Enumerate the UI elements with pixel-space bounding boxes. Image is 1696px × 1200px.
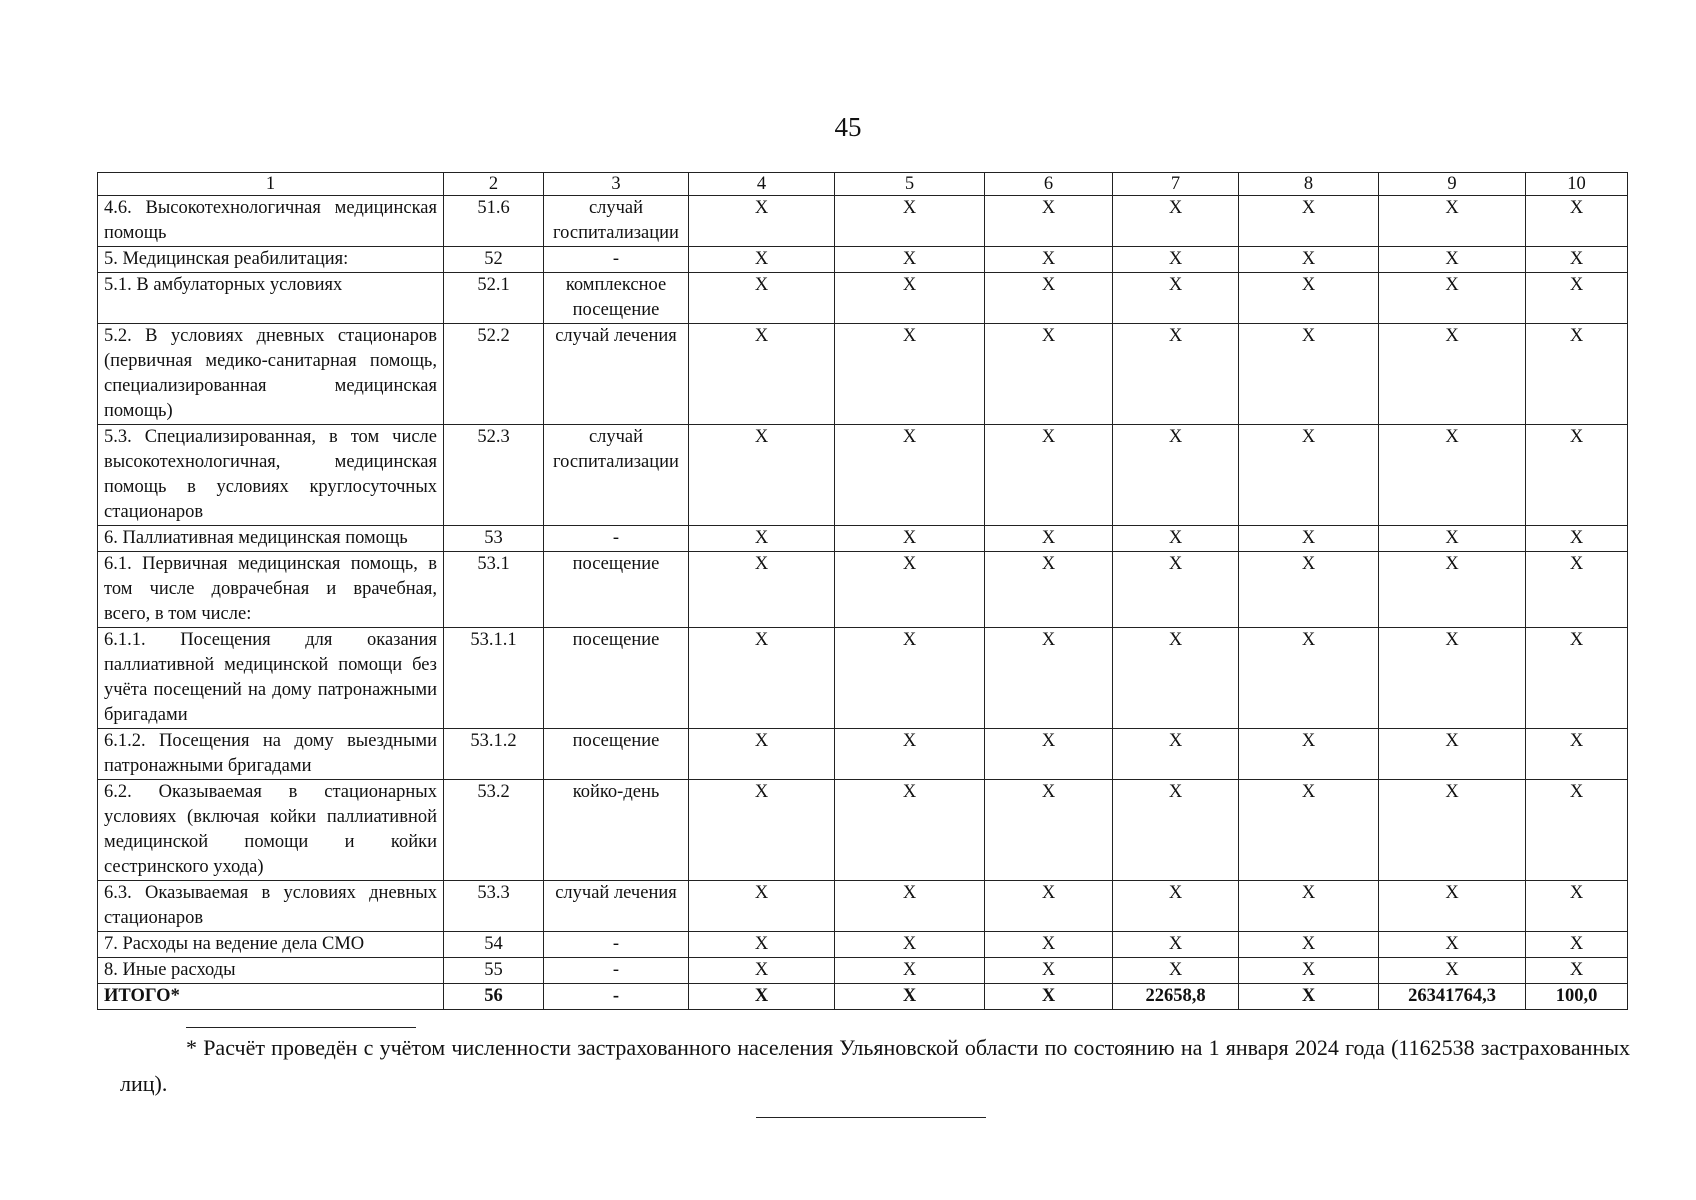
row-unit-cell: - (544, 932, 689, 958)
row-unit-cell: посещение (544, 552, 689, 628)
row-unit-cell: случай лечения (544, 324, 689, 425)
column-header: 3 (544, 173, 689, 196)
row-value-cell: X (689, 526, 835, 552)
row-value-cell: X (1526, 958, 1628, 984)
row-value-cell: X (1526, 324, 1628, 425)
row-value-cell: X (1113, 324, 1239, 425)
row-value-cell: X (1113, 273, 1239, 324)
row-value-cell: X (985, 552, 1113, 628)
row-value-cell: X (1526, 425, 1628, 526)
row-value-cell: X (1379, 425, 1526, 526)
table-row (98, 881, 1628, 932)
row-code-cell: 54 (444, 932, 544, 958)
row-value-cell: X (1379, 552, 1526, 628)
row-name-cell: 6.3. Оказываемая в условиях дневных стационаров (98, 881, 444, 932)
row-value-cell: X (689, 196, 835, 247)
column-header: 9 (1379, 173, 1526, 196)
row-value-cell: X (835, 881, 985, 932)
row-name-cell: 6.1.1. Посещения для оказания паллиативной медицинской помощи без учёта посещений на дому патронажными бригадами (98, 628, 444, 729)
row-name-cell: 4.6. Высокотехнологичная медицинская помощь (98, 196, 444, 247)
row-value-cell: X (985, 729, 1113, 780)
row-value-cell: X (1239, 780, 1379, 881)
row-value-cell: X (689, 324, 835, 425)
row-value-cell: X (1239, 552, 1379, 628)
row-value-cell: X (1379, 196, 1526, 247)
row-value-cell: X (1379, 932, 1526, 958)
row-value-cell: X (1239, 958, 1379, 984)
row-value-cell: X (1113, 780, 1239, 881)
row-value-cell: X (835, 932, 985, 958)
row-unit-cell: - (544, 247, 689, 273)
row-value-cell: X (1379, 526, 1526, 552)
column-header: 8 (1239, 173, 1379, 196)
row-code-cell: 55 (444, 958, 544, 984)
row-value-cell: X (689, 881, 835, 932)
row-value-cell: X (1526, 552, 1628, 628)
row-name-cell: 5.1. В амбулаторных условиях (98, 273, 444, 324)
row-value-cell: X (1379, 273, 1526, 324)
row-value-cell: X (1379, 628, 1526, 729)
row-value-cell: X (835, 196, 985, 247)
row-value-cell: X (985, 425, 1113, 526)
row-name-cell: 5. Медицинская реабилитация: (98, 247, 444, 273)
row-value-cell: X (689, 958, 835, 984)
row-name-cell: 5.2. В условиях дневных стационаров (первичная медико-санитарная помощь, специализированная медицинская помощь) (98, 324, 444, 425)
row-value-cell: X (1526, 932, 1628, 958)
row-unit-cell: - (544, 526, 689, 552)
row-value-cell: X (985, 780, 1113, 881)
column-header: 2 (444, 173, 544, 196)
table-row (98, 196, 1628, 247)
row-value-cell: X (689, 247, 835, 273)
row-name-cell: ИТОГО* (98, 984, 444, 1010)
row-value-cell: X (835, 552, 985, 628)
row-value-cell: 22658,8 (1113, 984, 1239, 1010)
row-code-cell: 51.6 (444, 196, 544, 247)
row-value-cell: X (1379, 729, 1526, 780)
table-row (98, 425, 1628, 526)
row-value-cell: X (1239, 984, 1379, 1010)
row-value-cell: 100,0 (1526, 984, 1628, 1010)
footnote: * Расчёт проведён с учётом численности застрахованного населения Ульяновской области по состоянию на 1 января 2024 года (1162538 застрахованных лиц). (120, 1035, 1630, 1096)
row-code-cell: 53.1.2 (444, 729, 544, 780)
row-value-cell: X (835, 526, 985, 552)
row-code-cell: 53.1 (444, 552, 544, 628)
row-name-cell: 7. Расходы на ведение дела СМО (98, 932, 444, 958)
row-value-cell: X (835, 984, 985, 1010)
row-value-cell: X (1239, 196, 1379, 247)
row-value-cell: X (1379, 958, 1526, 984)
row-code-cell: 53 (444, 526, 544, 552)
row-value-cell: X (1113, 247, 1239, 273)
row-value-cell: X (1113, 196, 1239, 247)
table-row (98, 552, 1628, 628)
row-value-cell: X (1526, 526, 1628, 552)
row-name-cell: 6.2. Оказываемая в стационарных условиях (включая койки паллиативной медицинской помощи и койки сестринского ухода) (98, 780, 444, 881)
row-value-cell: X (985, 526, 1113, 552)
table-row (98, 780, 1628, 881)
row-value-cell: X (835, 425, 985, 526)
table-row (98, 958, 1628, 984)
row-code-cell: 56 (444, 984, 544, 1010)
row-unit-cell: койко-день (544, 780, 689, 881)
row-value-cell: 26341764,3 (1379, 984, 1526, 1010)
row-value-cell: X (985, 273, 1113, 324)
row-value-cell: X (1379, 324, 1526, 425)
row-code-cell: 53.3 (444, 881, 544, 932)
data-table (97, 172, 1628, 1010)
row-unit-cell: - (544, 958, 689, 984)
row-value-cell: X (689, 552, 835, 628)
row-value-cell: X (835, 273, 985, 324)
row-value-cell: X (835, 324, 985, 425)
row-name-cell: 8. Иные расходы (98, 958, 444, 984)
row-value-cell: X (1526, 729, 1628, 780)
row-value-cell: X (985, 958, 1113, 984)
row-value-cell: X (985, 628, 1113, 729)
row-value-cell: X (1239, 273, 1379, 324)
table-row (98, 526, 1628, 552)
row-value-cell: X (985, 324, 1113, 425)
table-row (98, 932, 1628, 958)
table-row (98, 273, 1628, 324)
row-value-cell: X (1526, 273, 1628, 324)
row-value-cell: X (1239, 425, 1379, 526)
row-value-cell: X (1113, 552, 1239, 628)
column-header: 5 (835, 173, 985, 196)
row-value-cell: X (1239, 729, 1379, 780)
row-value-cell: X (985, 984, 1113, 1010)
column-header: 10 (1526, 173, 1628, 196)
row-unit-cell: посещение (544, 729, 689, 780)
row-value-cell: X (1239, 628, 1379, 729)
table-row (98, 247, 1628, 273)
row-value-cell: X (689, 273, 835, 324)
row-unit-cell: случай госпитализации (544, 425, 689, 526)
row-unit-cell: случай лечения (544, 881, 689, 932)
row-value-cell: X (835, 780, 985, 881)
row-value-cell: X (985, 247, 1113, 273)
column-header: 4 (689, 173, 835, 196)
row-value-cell: X (1113, 628, 1239, 729)
table-row (98, 324, 1628, 425)
row-value-cell: X (1113, 932, 1239, 958)
row-value-cell: X (689, 780, 835, 881)
column-header: 6 (985, 173, 1113, 196)
row-value-cell: X (1379, 247, 1526, 273)
row-value-cell: X (1239, 932, 1379, 958)
row-value-cell: X (985, 881, 1113, 932)
row-value-cell: X (1526, 780, 1628, 881)
row-unit-cell: комплексное посещение (544, 273, 689, 324)
end-separator (756, 1117, 986, 1118)
row-value-cell: X (689, 984, 835, 1010)
row-value-cell: X (835, 247, 985, 273)
row-code-cell: 52.2 (444, 324, 544, 425)
row-value-cell: X (1526, 196, 1628, 247)
footnote-separator (186, 1027, 416, 1028)
row-name-cell: 6.1. Первичная медицинская помощь, в том числе доврачебная и врачебная, всего, в том числе: (98, 552, 444, 628)
row-value-cell: X (1239, 324, 1379, 425)
row-value-cell: X (1113, 958, 1239, 984)
row-code-cell: 53.2 (444, 780, 544, 881)
row-code-cell: 52.1 (444, 273, 544, 324)
row-name-cell: 6. Паллиативная медицинская помощь (98, 526, 444, 552)
row-value-cell: X (1113, 425, 1239, 526)
row-value-cell: X (1113, 526, 1239, 552)
row-value-cell: X (985, 196, 1113, 247)
row-value-cell: X (1379, 780, 1526, 881)
row-code-cell: 52.3 (444, 425, 544, 526)
row-value-cell: X (1526, 881, 1628, 932)
row-unit-cell: случай госпитализации (544, 196, 689, 247)
row-value-cell: X (689, 628, 835, 729)
row-value-cell: X (689, 932, 835, 958)
row-value-cell: X (689, 729, 835, 780)
row-value-cell: X (689, 425, 835, 526)
header-row (98, 173, 1628, 196)
row-code-cell: 53.1.1 (444, 628, 544, 729)
row-unit-cell: посещение (544, 628, 689, 729)
row-unit-cell: - (544, 984, 689, 1010)
row-value-cell: X (1379, 881, 1526, 932)
row-value-cell: X (1239, 247, 1379, 273)
row-code-cell: 52 (444, 247, 544, 273)
row-value-cell: X (1113, 729, 1239, 780)
table-row (98, 628, 1628, 729)
row-value-cell: X (1526, 628, 1628, 729)
total-row (98, 984, 1628, 1010)
row-value-cell: X (1113, 881, 1239, 932)
column-header: 1 (98, 173, 444, 196)
row-value-cell: X (985, 932, 1113, 958)
column-header: 7 (1113, 173, 1239, 196)
row-value-cell: X (835, 958, 985, 984)
row-value-cell: X (1239, 526, 1379, 552)
table-row (98, 729, 1628, 780)
row-value-cell: X (835, 729, 985, 780)
row-value-cell: X (1526, 247, 1628, 273)
page-number: 45 (834, 112, 862, 142)
row-value-cell: X (1239, 881, 1379, 932)
row-name-cell: 5.3. Специализированная, в том числе высокотехнологичная, медицинская помощь в условиях круглосуточных стационаров (98, 425, 444, 526)
row-value-cell: X (835, 628, 985, 729)
row-name-cell: 6.1.2. Посещения на дому выездными патронажными бригадами (98, 729, 444, 780)
